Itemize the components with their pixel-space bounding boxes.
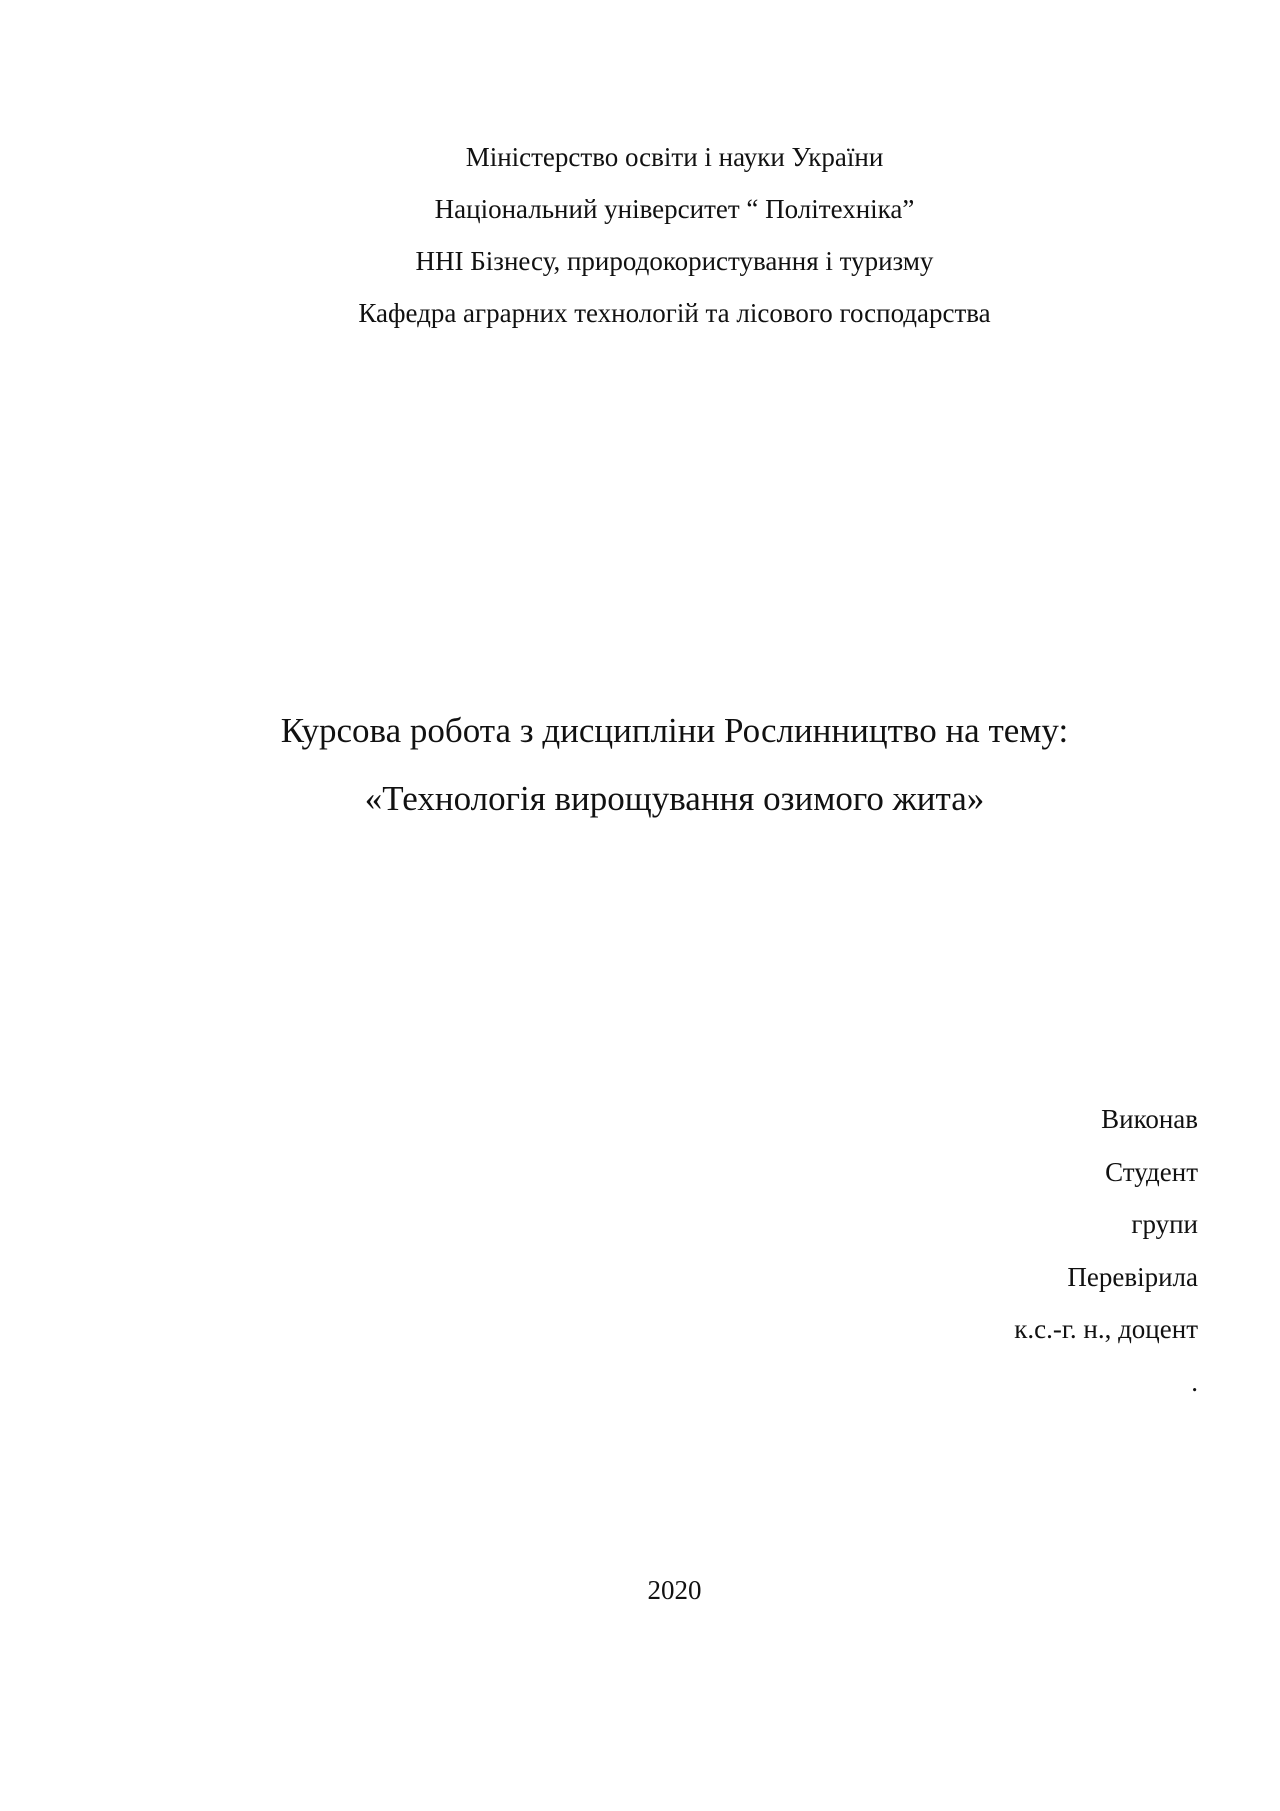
checked-by-label: Перевірила <box>1067 1261 1198 1292</box>
title-topic-line: «Технологія вирощування озимого жита» <box>364 779 985 818</box>
institution-header <box>0 131 1280 339</box>
ministry-line: Міністерство освіти і науки України <box>465 142 884 172</box>
coursework-title <box>0 697 1280 833</box>
title-subject-line: Курсова робота з дисципліни Рослинництво на тему: <box>280 711 1069 750</box>
department-line: Кафедра аграрних технологій та лісового господарства <box>358 298 991 328</box>
institute-line: ННІ Бізнесу, природокористування і туризму <box>415 246 934 276</box>
student-label: Студент <box>1105 1156 1198 1187</box>
university-line: Національний університет “ Політехніка” <box>434 194 915 224</box>
supervisor-degree: к.с.-г. н., доцент <box>1014 1314 1198 1344</box>
trailing-dot: . <box>1191 1366 1198 1397</box>
group-label: групи <box>1131 1209 1198 1239</box>
year: 2020 <box>647 1575 702 1605</box>
performed-by-label: Виконав <box>1101 1104 1198 1134</box>
author-info <box>1014 1093 1198 1408</box>
